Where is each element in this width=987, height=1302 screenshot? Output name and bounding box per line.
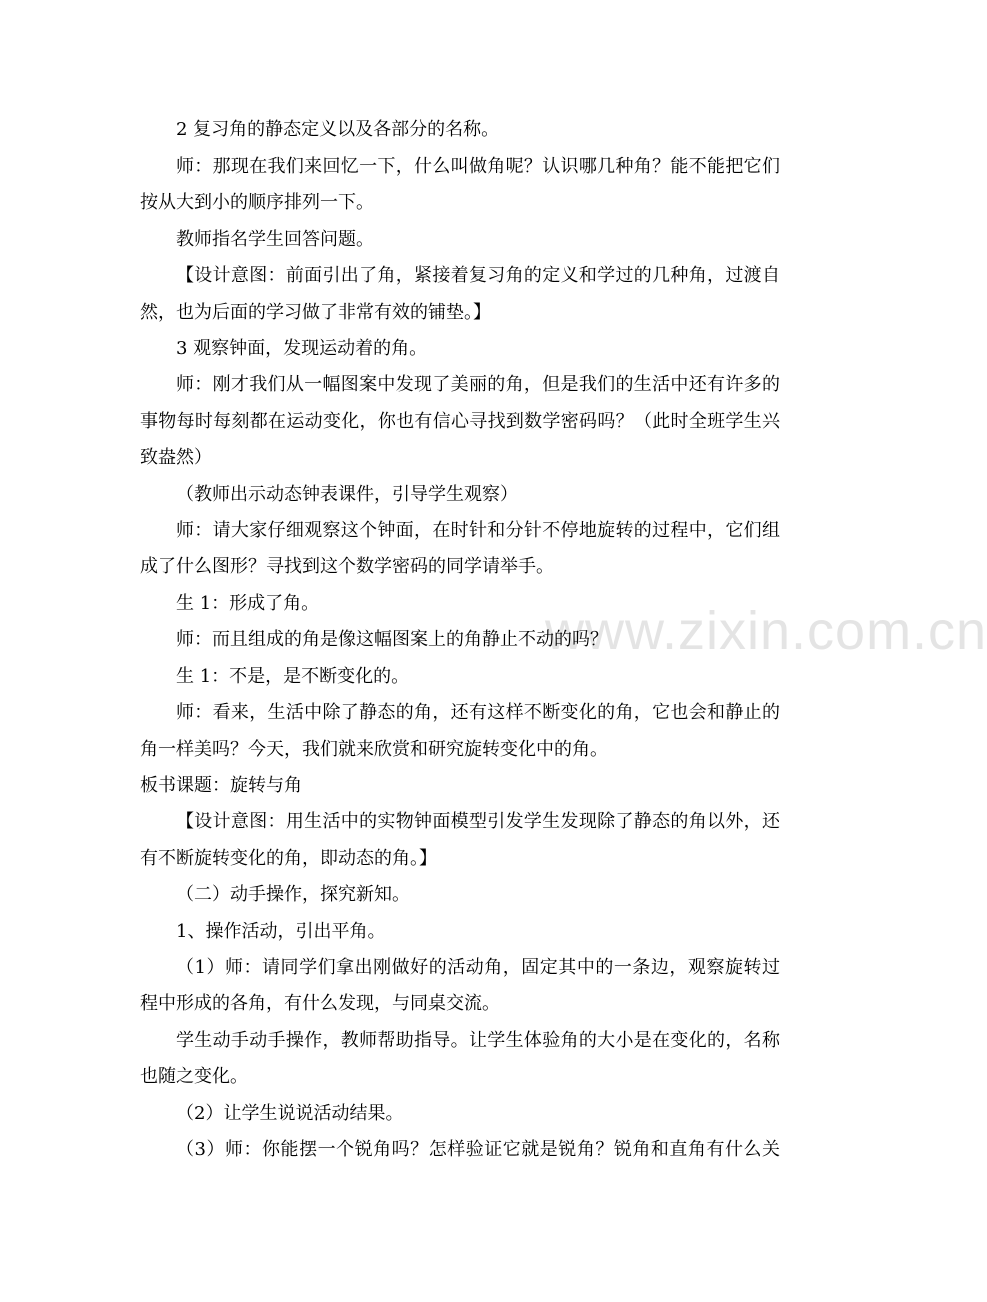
text-line: 生 1：形成了角。 xyxy=(176,593,320,614)
text-line: 【设计意图：前面引出了角，紧接着复习角的定义和学过的几种角，过渡自 xyxy=(176,265,780,286)
text-line: 程中形成的各角，有什么发现，与同桌交流。 xyxy=(140,993,500,1014)
text-line: 也随之变化。 xyxy=(140,1066,248,1087)
text-line: 师：而且组成的角是像这幅图案上的角静止不动的吗？ xyxy=(176,629,608,650)
text-line: 角一样美吗？今天，我们就来欣赏和研究旋转变化中的角。 xyxy=(140,739,608,760)
text-line: 教师指名学生回答问题。 xyxy=(176,229,374,250)
text-line: 成了什么图形？寻找到这个数学密码的同学请举手。 xyxy=(140,556,554,577)
text-line: （教师出示动态钟表课件，引导学生观察） xyxy=(176,484,518,505)
text-line: 师：那现在我们来回忆一下，什么叫做角呢？认识哪几种角？能不能把它们 xyxy=(176,156,780,177)
text-line: 1、操作活动，引出平角。 xyxy=(176,921,386,942)
text-line: 按从大到小的顺序排列一下。 xyxy=(140,192,374,213)
text-line: 事物每时每刻都在运动变化，你也有信心寻找到数学密码吗？（此时全班学生兴 xyxy=(140,411,780,432)
text-line: 师：刚才我们从一幅图案中发现了美丽的角，但是我们的生活中还有许多的 xyxy=(176,374,780,395)
text-line: 板书课题：旋转与角 xyxy=(140,775,302,796)
text-line: 然，也为后面的学习做了非常有效的铺垫。】 xyxy=(140,302,491,323)
text-line: （2）让学生说说活动结果。 xyxy=(176,1103,404,1124)
text-line: 有不断旋转变化的角，即动态的角。】 xyxy=(140,848,437,869)
text-line: （二）动手操作，探究新知。 xyxy=(176,884,410,905)
text-line: 生 1：不是，是不断变化的。 xyxy=(176,666,410,687)
text-line: （3）师：你能摆一个锐角吗？怎样验证它就是锐角？锐角和直角有什么关 xyxy=(176,1139,780,1160)
watermark: www.zixin.com.cn xyxy=(545,601,987,661)
text-line: 【设计意图：用生活中的实物钟面模型引发学生发现除了静态的角以外，还 xyxy=(176,811,780,832)
text-line: （1）师：请同学们拿出刚做好的活动角，固定其中的一条边，观察旋转过 xyxy=(176,957,780,978)
text-line: 2 复习角的静态定义以及各部分的名称。 xyxy=(176,119,500,140)
text-line: 师：请大家仔细观察这个钟面，在时针和分针不停地旋转的过程中，它们组 xyxy=(176,520,780,541)
text-line: 致盎然） xyxy=(140,447,212,468)
text-line: 师：看来，生活中除了静态的角，还有这样不断变化的角，它也会和静止的 xyxy=(176,702,780,723)
text-line: 3 观察钟面，发现运动着的角。 xyxy=(176,338,428,359)
text-line: 学生动手动手操作，教师帮助指导。让学生体验角的大小是在变化的，名称 xyxy=(176,1030,780,1051)
